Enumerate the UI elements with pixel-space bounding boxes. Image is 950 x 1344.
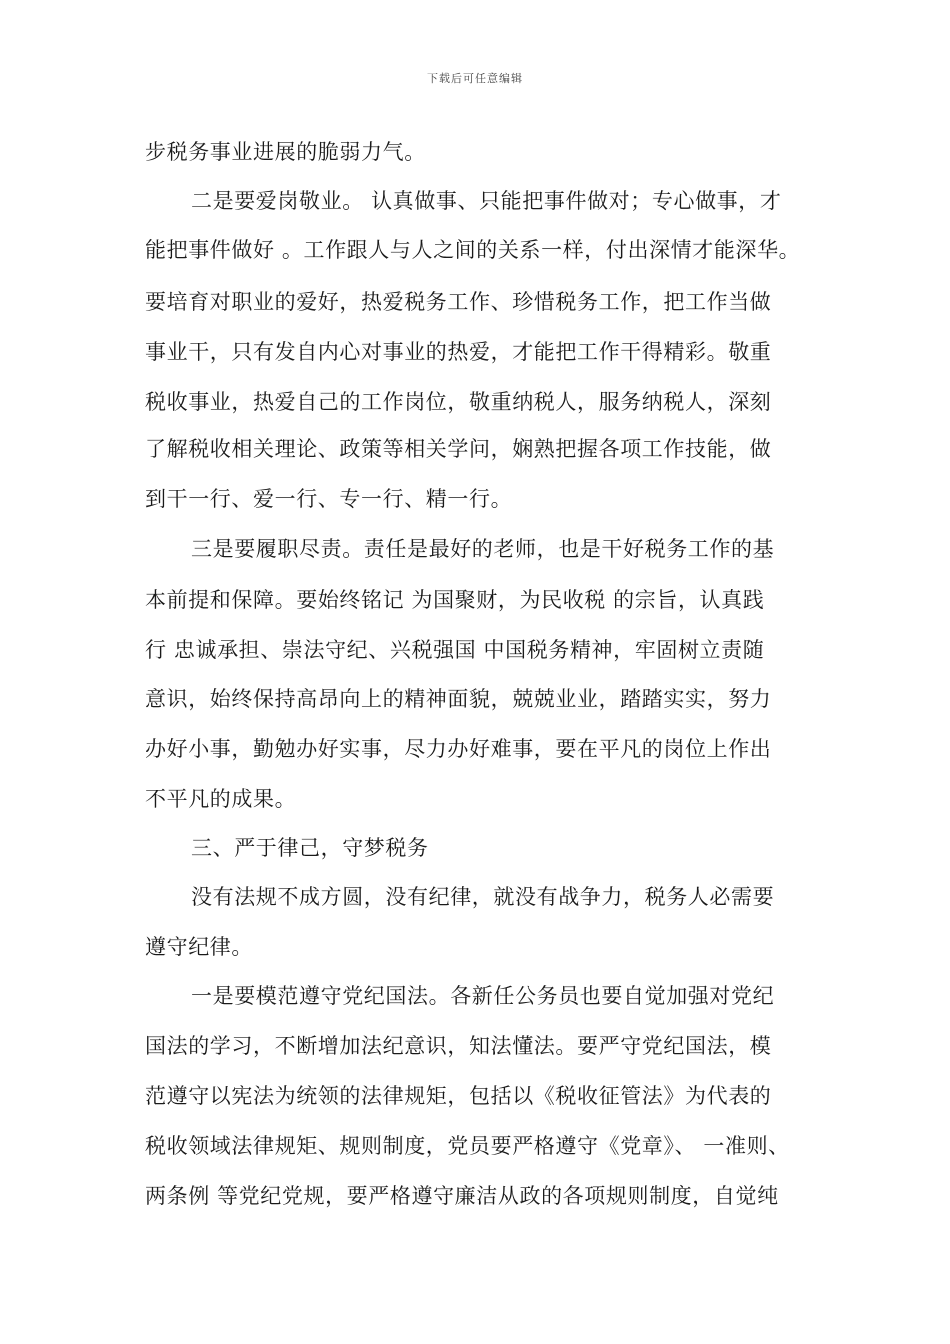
paragraph-line: 税收事业，热爱自己的工作岗位，敬重纳税人，服务纳税人，深刻 xyxy=(145,390,772,414)
paragraph-line: 两条例 等党纪党规，要严格遵守廉洁从政的各项规则制度，自觉纯 xyxy=(145,1184,779,1208)
paragraph-line: 步税务事业进展的脆弱力气。 xyxy=(145,140,426,164)
paragraph-line: 要培育对职业的爱好，热爱税务工作、珍惜税务工作，把工作当做 xyxy=(145,290,772,314)
section-heading: 三、严于律己，守梦税务 xyxy=(191,836,429,860)
paragraph-line: 二是要爱岗敬业。 认真做事、只能把事件做对；专心做事，才 xyxy=(191,189,782,213)
paragraph-line: 到干一行、爱一行、专一行、精一行。 xyxy=(145,487,513,511)
paragraph-line: 范遵守以宪法为统领的法律规矩，包括以《税收征管法》为代表的 xyxy=(145,1084,772,1108)
paragraph-line: 没有法规不成方圆，没有纪律，就没有战争力，税务人必需要 xyxy=(191,885,775,909)
paragraph-line: 能把事件做好 。工作跟人与人之间的关系一样，付出深情才能深华。 xyxy=(145,238,801,262)
paragraph-line: 行 忠诚承担、崇法守纪、兴税强国 中国税务精神，牢固树立责随 xyxy=(145,638,765,662)
paragraph-line: 税收领域法律规矩、规则制度，党员要严格遵守《党章》、 一准则、 xyxy=(145,1134,790,1158)
paragraph-line: 一是要模范遵守党纪国法。各新任公务员也要自觉加强对党纪 xyxy=(191,984,775,1008)
paragraph-line: 事业干，只有发自内心对事业的热爱，才能把工作干得精彩。敬重 xyxy=(145,340,772,364)
paragraph-line: 遵守纪律。 xyxy=(145,935,253,959)
paragraph-line: 三是要履职尽责。责任是最好的老师，也是干好税务工作的基 xyxy=(191,537,775,561)
paragraph-line: 意识，始终保持高昂向上的精神面貌，兢兢业业，踏踏实实，努力 xyxy=(145,687,772,711)
paragraph-line: 本前提和保障。要始终铭记 为国聚财，为民收税 的宗旨，认真践 xyxy=(145,588,765,612)
paragraph-line: 了解税收相关理论、政策等相关学问，娴熟把握各项工作技能，做 xyxy=(145,437,772,461)
page-header: 下载后可任意编辑 xyxy=(427,72,523,85)
paragraph-line: 不平凡的成果。 xyxy=(145,787,297,811)
paragraph-line: 办好小事，勤勉办好实事，尽力办好难事，要在平凡的岗位上作出 xyxy=(145,737,772,761)
paragraph-line: 国法的学习，不断增加法纪意识，知法懂法。要严守党纪国法，模 xyxy=(145,1034,772,1058)
